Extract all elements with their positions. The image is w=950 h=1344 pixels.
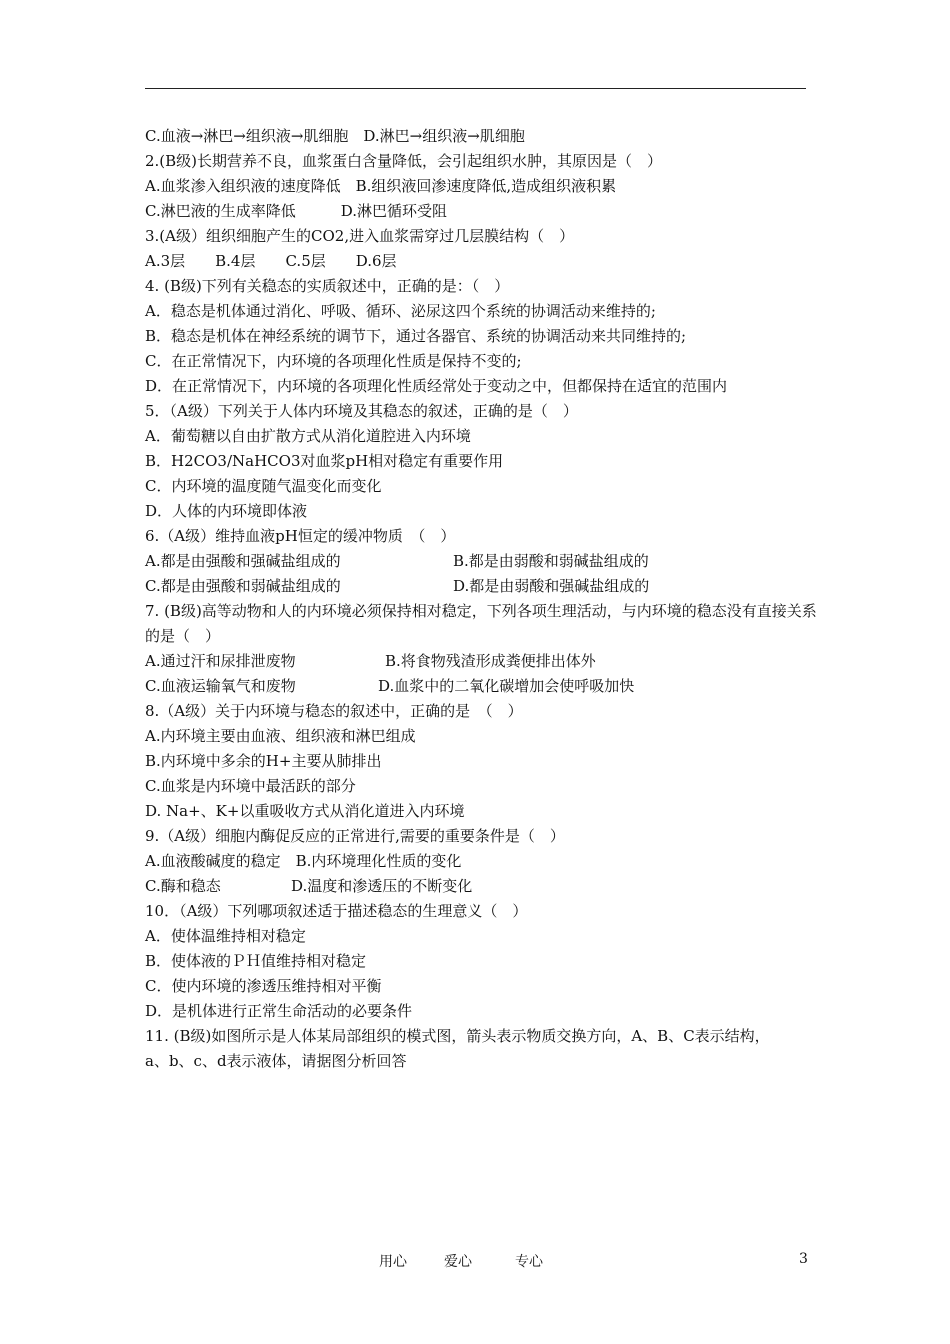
text-line: D．人体的内环境即体液 [145,502,308,520]
text-line: C.血浆是内环境中最活跃的部分 [145,777,356,795]
text-line: D．在正常情况下，内环境的各项理化性质经常处于变动之中，但都保持在适宜的范围内 [145,377,728,395]
text-line: 11. (B级)如图所示是人体某局部组织的模式图，箭头表示物质交换方向，A、B、C表示结构， [145,1027,770,1045]
option: C.血液运输氧气和废物 [145,677,296,695]
footer-motto-2: 爱心 [444,1254,472,1270]
option: D.温度和渗透压的不断变化 [291,877,473,895]
text-line: A.3层 B.4层 C.5层 D.6层 [145,252,397,270]
footer-motto-1: 用心 [379,1254,407,1270]
text-line: a、b、c、d表示液体，请据图分析回答 [145,1052,407,1070]
option-row [145,874,825,899]
text-line: D. Na+、K+以重吸收方式从消化道进入内环境 [145,802,465,820]
question-stem: 7. (B级)高等动物和人的内环境必须保持相对稳定，下列各项生理活动，与内环境的稳态没有直接关系的是（ ） [145,602,817,645]
text-line: C.血液→淋巴→组织液→肌细胞 D.淋巴→组织液→肌细胞 [145,127,525,145]
page-number: 3 [799,1251,808,1267]
option: B.都是由弱酸和弱碱盐组成的 [453,552,649,570]
option: A.通过汗和尿排泄废物 [145,652,296,670]
option: D.都是由弱酸和强碱盐组成的 [453,577,650,595]
text-line: 6.（A级）维持血液pH恒定的缓冲物质 （ ） [145,527,456,545]
text-line: C.淋巴液的生成率降低 D.淋巴循环受阻 [145,202,447,220]
option: C.都是由强酸和弱碱盐组成的 [145,577,341,595]
text-line: A.血浆渗入组织液的速度降低 B.组织液回渗速度降低,造成组织液积累 [145,177,617,195]
option-row [145,674,825,699]
text-line: A．稳态是机体通过消化、呼吸、循环、泌尿这四个系统的协调活动来维持的; [145,302,656,320]
text-line: 10．（A级）下列哪项叙述适于描述稳态的生理意义（ ） [145,902,528,920]
text-line: D．是机体进行正常生命活动的必要条件 [145,1002,413,1020]
text-line: C．内环境的温度随气温变化而变化 [145,477,382,495]
option-row [145,574,825,599]
option: B.将食物残渣形成粪便排出体外 [385,652,596,670]
text-line: 3.(A级）组织细胞产生的CO2,进入血浆需穿过几层膜结构（ ） [145,227,575,245]
text-line: A．使体温维持相对稳定 [145,927,306,945]
text-line: B．稳态是机体在神经系统的调节下，通过各器官、系统的协调活动来共同维持的; [145,327,687,345]
footer-motto-3: 专心 [515,1254,543,1270]
text-line: A.血液酸碱度的稳定 B.内环境理化性质的变化 [145,852,462,870]
option: D.血浆中的二氧化碳增加会使呼吸加快 [378,677,635,695]
text-line: 9.（A级）细胞内酶促反应的正常进行,需要的重要条件是（ ） [145,827,565,845]
option: C.酶和稳态 [145,877,221,895]
text-line: 5．（A级）下列关于人体内环境及其稳态的叙述，正确的是（ ） [145,402,578,420]
option: A.都是由强酸和强碱盐组成的 [145,552,341,570]
header-rule [145,88,806,89]
text-line: 2.(B级)长期营养不良，血浆蛋白含量降低，会引起组织水肿，其原因是（ ） [145,152,663,170]
text-line: B．H2CO3/NaHCO3对血浆pH相对稳定有重要作用 [145,452,504,470]
text-line: 4. (B级)下列有关稳态的实质叙述中，正确的是：（ ） [145,277,510,295]
text-line: A．葡萄糖以自由扩散方式从消化道腔进入内环境 [145,427,471,445]
text-line: C．使内环境的渗透压维持相对平衡 [145,977,382,995]
text-line: 8.（A级）关于内环境与稳态的叙述中，正确的是 （ ） [145,702,523,720]
text-line: C．在正常情况下，内环境的各项理化性质是保持不变的; [145,352,522,370]
option-row [145,549,825,574]
option-row [145,649,825,674]
text-line: B.内环境中多余的H+主要从肺排出 [145,752,382,770]
text-line: A.内环境主要由血液、组织液和淋巴组成 [145,727,416,745]
text-line: B．使体液的ＰＨ值维持相对稳定 [145,952,367,970]
question-body [145,124,825,1074]
